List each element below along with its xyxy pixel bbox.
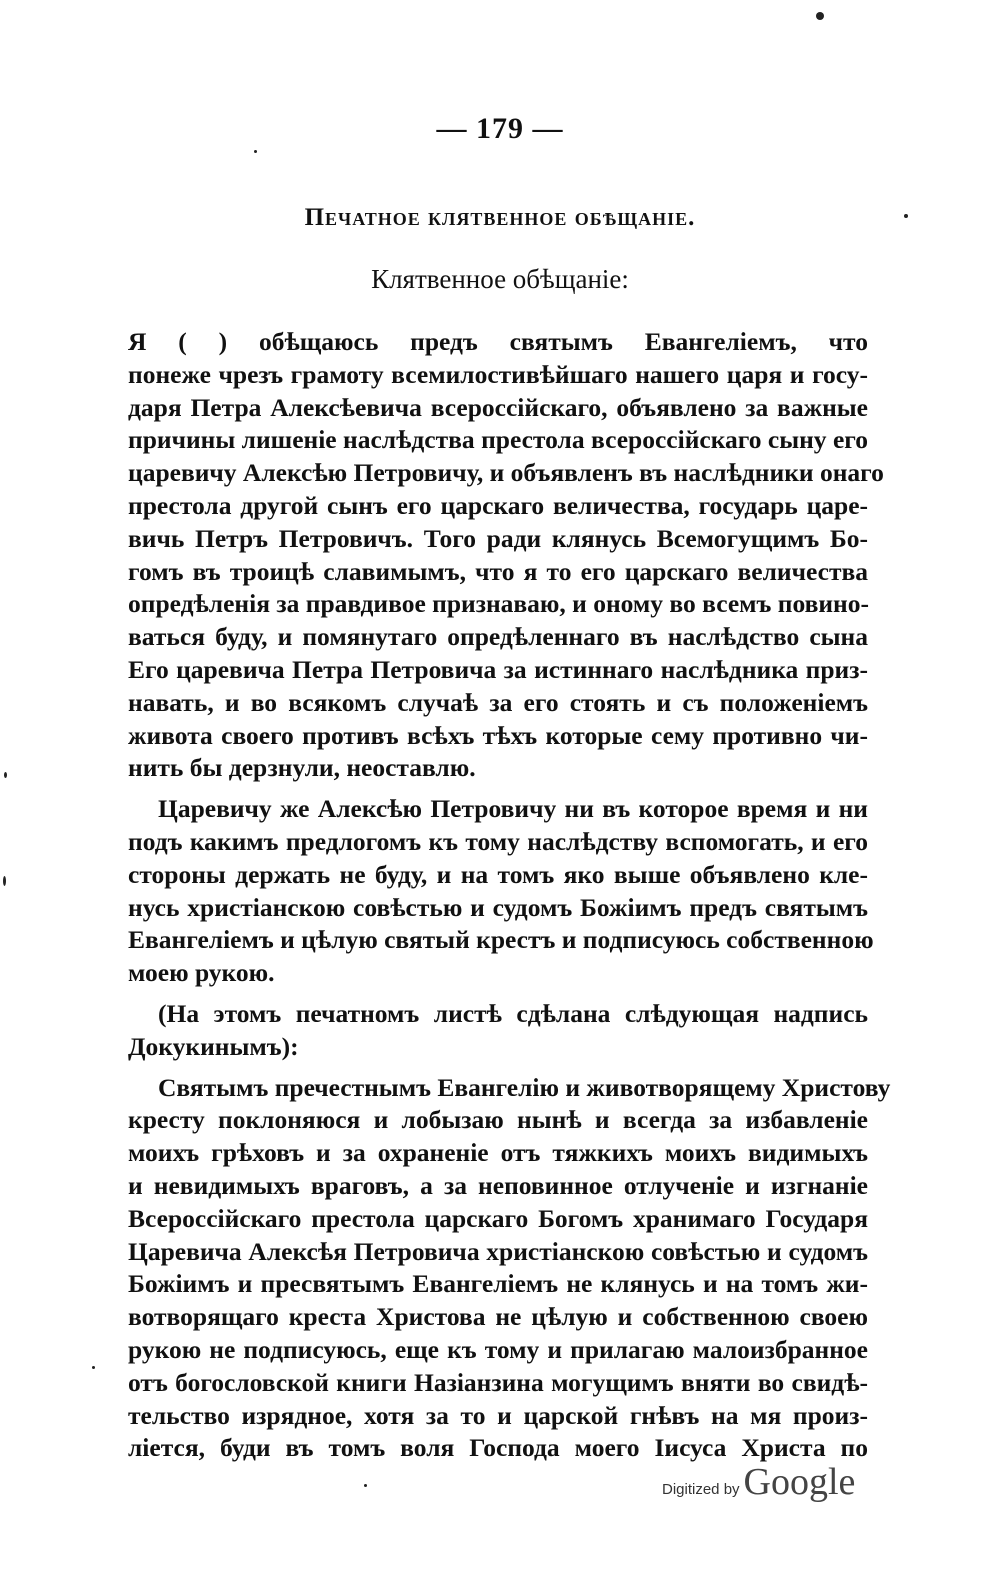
text-line: нить бы дерзнули, неоставлю. bbox=[128, 753, 476, 783]
text-line: ваться буду, и помянутаго опредѣленнаго въ наслѣдство сына bbox=[128, 622, 868, 652]
text-line: Его царевича Петра Петровича за истиннаго наслѣдника приз- bbox=[128, 654, 868, 684]
text-line: кресту поклоняюся и лобызаю нынѣ и всегда за избавленіе bbox=[128, 1105, 868, 1135]
scan-speck bbox=[4, 772, 7, 778]
text-line: понеже чрезъ грамоту всемилостивѣйшаго нашего царя и госу- bbox=[128, 359, 868, 389]
text-line: стороны держать не буду, и на томъ яко выше объявлено кле- bbox=[128, 859, 868, 889]
page-number: — 179 — bbox=[436, 112, 564, 145]
section-heading: Печатное клятвенное обѣщаніе. bbox=[304, 204, 696, 231]
text-line: (На этомъ печатномъ листѣ сдѣлана слѣдующая надпись bbox=[158, 998, 868, 1028]
watermark-digitized-text: Digitized by bbox=[662, 1481, 740, 1498]
text-line: Святымъ пречестнымъ Евангелію и животворящему Христову bbox=[158, 1072, 891, 1102]
text-line: подъ какимъ предлогомъ къ тому наслѣдству вспомогать, и его bbox=[128, 826, 868, 856]
text-line: вотворящаго креста Христова не цѣлую и собственною своею bbox=[128, 1302, 868, 1332]
text-line: моихъ грѣховъ и за охраненіе отъ тяжкихъ моихъ видимыхъ bbox=[128, 1138, 868, 1168]
text-line: Я ( ) обѣщаюсь предъ святымъ Евангеліемъ, что bbox=[128, 327, 868, 356]
scan-speck bbox=[3, 876, 6, 886]
scan-speck bbox=[92, 1366, 95, 1369]
section-subheading: Клятвенное обѣщаніе: bbox=[371, 264, 629, 294]
paragraph-gap bbox=[128, 785, 868, 793]
text-line: отъ богословской книги Назіанзина могущимъ вняти во свидѣ- bbox=[128, 1367, 868, 1397]
text-line: причины лишеніе наслѣдства престола всероссійскаго сыну его bbox=[128, 425, 868, 455]
scan-speck bbox=[254, 150, 257, 153]
text-line: гомъ въ троицѣ славимымъ, что я то его царскаго величества bbox=[128, 556, 868, 586]
text-line: моею рукою. bbox=[128, 958, 275, 988]
scan-speck bbox=[904, 214, 908, 218]
text-line: Евангеліемъ и цѣлую святый крестъ и подписуюсь собственною bbox=[128, 925, 874, 955]
text-line: опредѣленія за правдивое признаваю, и оному во всемъ повино- bbox=[128, 589, 869, 619]
text-line: Царевича Алексѣя Петровича христіанскою совѣстью и судомъ bbox=[128, 1236, 868, 1266]
text-line: Всероссійскаго престола царскаго Богомъ хранимаго Государя bbox=[128, 1203, 868, 1233]
text-line: даря Петра Алексѣевича всероссійскаго, объявлено за важные bbox=[128, 392, 868, 422]
text-line: Докукинымъ): bbox=[128, 1031, 299, 1061]
text-line: царевичу Алексѣю Петровичу, и объявленъ въ наслѣдники онаго bbox=[128, 458, 884, 488]
text-line: Царевичу же Алексѣю Петровичу ни въ которое время и ни bbox=[158, 794, 868, 824]
text-line: тельство изрядное, хотя за то и царской гнѣвъ на мя произ- bbox=[128, 1400, 868, 1430]
text-line: и невидимыхъ враговъ, а за неповинное отлученіе и изгнаніе bbox=[128, 1170, 868, 1200]
paragraph-gap bbox=[128, 1064, 868, 1072]
paragraph-gap bbox=[128, 990, 868, 998]
text-line: навать, и во всякомъ случаѣ за его стоять и съ положеніемъ bbox=[128, 687, 868, 717]
google-watermark bbox=[662, 1460, 855, 1504]
text-line: вичь Петръ Петровичъ. Того ради клянусь Всемогущимъ Бо- bbox=[128, 523, 868, 553]
text-line: Божіимъ и пресвятымъ Евангеліемъ не клянусь и на томъ жи- bbox=[128, 1269, 868, 1299]
text-line: рукою не подписуюсь, еще къ тому и прилагаю малоизбранное bbox=[128, 1334, 868, 1364]
text-line: ліется, буди въ томъ воля Господа моего Іисуса Христа по bbox=[128, 1433, 868, 1463]
scan-speck bbox=[816, 12, 824, 20]
text-line: престола другой сынъ его царскаго величества, государь царе- bbox=[128, 490, 868, 520]
watermark-brand-logo: Google bbox=[743, 1461, 856, 1503]
text-line: нусь христіанскою совѣстью и судомъ Божіимъ предъ святымъ bbox=[128, 892, 868, 922]
body-text bbox=[128, 326, 891, 1465]
scan-speck bbox=[364, 1484, 367, 1487]
text-line: живота своего противъ всѣхъ тѣхъ которые сему противно чи- bbox=[128, 720, 868, 750]
